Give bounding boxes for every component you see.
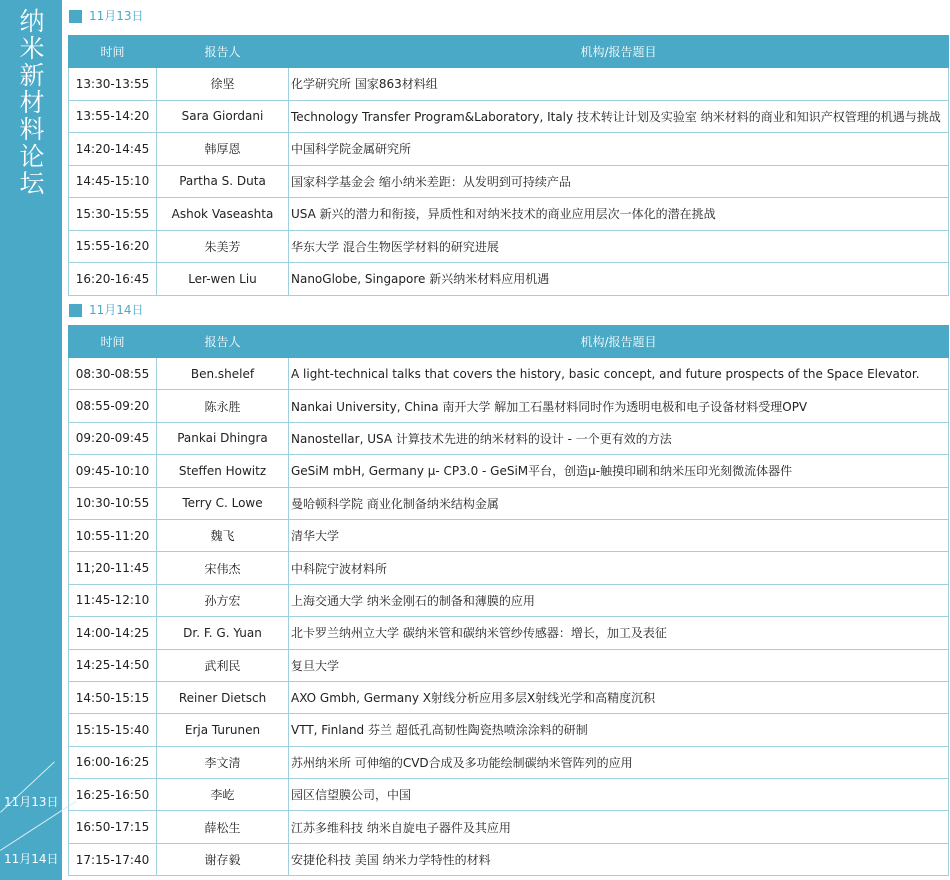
cell-time: 14:20-14:45 xyxy=(69,133,157,166)
cell-time: 14:25-14:50 xyxy=(69,649,157,681)
cell-time: 17:15-17:40 xyxy=(69,843,157,875)
table-row xyxy=(69,519,949,551)
cell-topic: 国家科学基金会 缩小纳米差距：从发明到可持续产品 xyxy=(289,165,949,198)
cell-topic: Nanostellar, USA 计算技术先进的纳米材料的设计 - 一个更有效的方法 xyxy=(289,422,949,454)
cell-time: 14:50-15:15 xyxy=(69,681,157,713)
cell-time: 14:45-15:10 xyxy=(69,165,157,198)
cell-time: 11;20-11:45 xyxy=(69,552,157,584)
table-row xyxy=(69,263,949,296)
sidebar-nav-day2[interactable]: 11月14日 xyxy=(4,852,59,866)
cell-speaker: Reiner Dietsch xyxy=(157,681,289,713)
cell-topic: 化学研究所 国家863材料组 xyxy=(289,68,949,101)
cell-topic: Nankai University, China 南开大学 解加工石墨材料同时作为透明电极和电子设备材料受理OPV xyxy=(289,390,949,422)
cell-speaker: 魏飞 xyxy=(157,519,289,551)
cell-time: 16:20-16:45 xyxy=(69,263,157,296)
table-row xyxy=(69,68,949,101)
cell-topic: GeSiM mbH, Germany μ- CP3.0 - GeSiM平台，创造μ-触摸印刷和纳米压印光刻微流体器件 xyxy=(289,455,949,487)
table-row xyxy=(69,198,949,231)
cell-speaker: 徐坚 xyxy=(157,68,289,101)
table-row xyxy=(69,843,949,875)
cell-time: 16:00-16:25 xyxy=(69,746,157,778)
cell-topic: 安捷伦科技 美国 纳米力学特性的材料 xyxy=(289,843,949,875)
cell-time: 16:25-16:50 xyxy=(69,779,157,811)
table-header-row xyxy=(69,326,949,358)
table-row xyxy=(69,714,949,746)
col-header-time: 时间 xyxy=(69,36,157,68)
col-header-speaker: 报告人 xyxy=(157,326,289,358)
cell-speaker: Dr. F. G. Yuan xyxy=(157,617,289,649)
cell-speaker: 陈永胜 xyxy=(157,390,289,422)
cell-topic: NanoGlobe, Singapore 新兴纳米材料应用机遇 xyxy=(289,263,949,296)
cell-time: 10:30-10:55 xyxy=(69,487,157,519)
table-row xyxy=(69,100,949,133)
day-label: 11月14日 xyxy=(89,303,144,317)
table-row xyxy=(69,165,949,198)
cell-speaker: Steffen Howitz xyxy=(157,455,289,487)
table-row xyxy=(69,681,949,713)
table-row xyxy=(69,811,949,843)
cell-speaker: Terry C. Lowe xyxy=(157,487,289,519)
cell-time: 15:30-15:55 xyxy=(69,198,157,231)
cell-topic: AXO Gmbh, Germany X射线分析应用多层X射线光学和高精度沉积 xyxy=(289,681,949,713)
cell-topic: 江苏多维科技 纳米自旋电子器件及其应用 xyxy=(289,811,949,843)
table-row xyxy=(69,487,949,519)
cell-speaker: Erja Turunen xyxy=(157,714,289,746)
cell-time: 13:30-13:55 xyxy=(69,68,157,101)
table-row xyxy=(69,779,949,811)
table-row xyxy=(69,584,949,616)
day-label: 11月13日 xyxy=(89,9,144,23)
cell-topic: 苏州纳米所 可伸缩的CVD合成及多功能绘制碳纳米管阵列的应用 xyxy=(289,746,949,778)
cell-time: 15:15-15:40 xyxy=(69,714,157,746)
cell-topic: 上海交通大学 纳米金刚石的制备和薄膜的应用 xyxy=(289,584,949,616)
cell-time: 13:55-14:20 xyxy=(69,100,157,133)
cell-time: 09:45-10:10 xyxy=(69,455,157,487)
col-header-topic: 机构/报告题目 xyxy=(289,36,949,68)
cell-topic: 中科院宁波材料所 xyxy=(289,552,949,584)
square-bullet-icon xyxy=(69,10,82,23)
cell-topic: 园区信望膜公司，中国 xyxy=(289,779,949,811)
cell-time: 14:00-14:25 xyxy=(69,617,157,649)
cell-topic: VTT, Finland 芬兰 超低孔高韧性陶瓷热喷涂涂料的研制 xyxy=(289,714,949,746)
table-row xyxy=(69,552,949,584)
table-row xyxy=(69,133,949,166)
cell-time: 09:20-09:45 xyxy=(69,422,157,454)
table-row xyxy=(69,390,949,422)
forum-title: 纳米新材料论坛 xyxy=(19,7,45,198)
cell-speaker: Ben.shelef xyxy=(157,358,289,390)
cell-speaker: 李屹 xyxy=(157,779,289,811)
cell-topic: 曼哈顿科学院 商业化制备纳米结构金属 xyxy=(289,487,949,519)
sidebar-nav-day1[interactable]: 11月13日 xyxy=(4,795,59,809)
sidebar xyxy=(0,0,62,880)
cell-speaker: Ashok Vaseashta xyxy=(157,198,289,231)
cell-speaker: 武利民 xyxy=(157,649,289,681)
cell-speaker: 宋伟杰 xyxy=(157,552,289,584)
cell-time: 10:55-11:20 xyxy=(69,519,157,551)
col-header-time: 时间 xyxy=(69,326,157,358)
cell-speaker: 薛松生 xyxy=(157,811,289,843)
cell-time: 08:55-09:20 xyxy=(69,390,157,422)
cell-topic: A light-technical talks that covers the history, basic concept, and future prospects of the Space Elevator. xyxy=(289,358,949,390)
cell-speaker: 孙方宏 xyxy=(157,584,289,616)
cell-topic: 北卡罗兰纳州立大学 碳纳米管和碳纳米管纱传感器：增长，加工及表征 xyxy=(289,617,949,649)
cell-topic: 中国科学院金属研究所 xyxy=(289,133,949,166)
schedule-table-day1 xyxy=(68,35,949,296)
cell-topic: Technology Transfer Program&Laboratory, Italy 技术转让计划及实验室 纳米材料的商业和知识产权管理的机遇与挑战 xyxy=(289,100,949,133)
table-row xyxy=(69,230,949,263)
col-header-speaker: 报告人 xyxy=(157,36,289,68)
table-row xyxy=(69,358,949,390)
schedule-table-day2 xyxy=(68,325,949,876)
square-bullet-icon xyxy=(69,304,82,317)
cell-speaker: 谢存毅 xyxy=(157,843,289,875)
table-row xyxy=(69,455,949,487)
cell-topic: 华东大学 混合生物医学材料的研究进展 xyxy=(289,230,949,263)
cell-topic: USA 新兴的潜力和衔接，异质性和对纳米技术的商业应用层次一体化的潜在挑战 xyxy=(289,198,949,231)
cell-time: 15:55-16:20 xyxy=(69,230,157,263)
cell-topic: 复旦大学 xyxy=(289,649,949,681)
cell-time: 16:50-17:15 xyxy=(69,811,157,843)
table-header-row xyxy=(69,36,949,68)
cell-time: 11:45-12:10 xyxy=(69,584,157,616)
cell-time: 08:30-08:55 xyxy=(69,358,157,390)
col-header-topic: 机构/报告题目 xyxy=(289,326,949,358)
cell-speaker: Partha S. Duta xyxy=(157,165,289,198)
table-row xyxy=(69,422,949,454)
cell-speaker: Pankai Dhingra xyxy=(157,422,289,454)
cell-speaker: 韩厚恩 xyxy=(157,133,289,166)
table-row xyxy=(69,649,949,681)
cell-speaker: 李文清 xyxy=(157,746,289,778)
cell-speaker: Ler-wen Liu xyxy=(157,263,289,296)
table-row xyxy=(69,617,949,649)
cell-topic: 清华大学 xyxy=(289,519,949,551)
table-row xyxy=(69,746,949,778)
cell-speaker: 朱美芳 xyxy=(157,230,289,263)
cell-speaker: Sara Giordani xyxy=(157,100,289,133)
